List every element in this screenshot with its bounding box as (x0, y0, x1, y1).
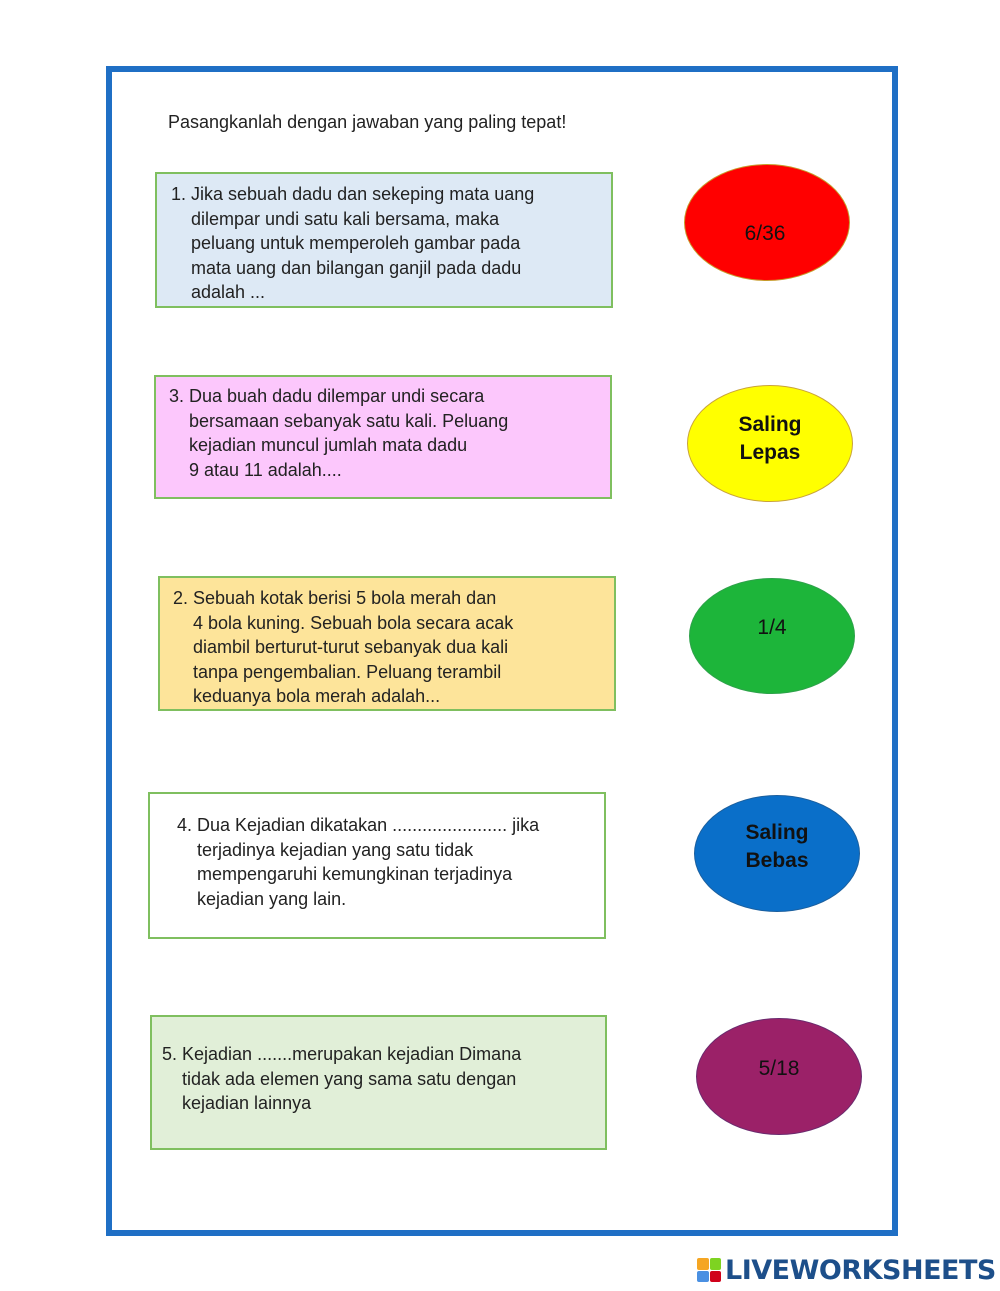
answer-6-36[interactable] (684, 164, 850, 281)
liveworksheets-logo[interactable] (697, 1254, 996, 1286)
answer-5-18[interactable] (696, 1018, 862, 1135)
question-line: diambil berturut-turut sebanyak dua kali (173, 637, 509, 657)
answer-label: Saling Lepas (738, 412, 802, 464)
answer-saling-lepas[interactable] (687, 385, 853, 502)
answer-1-4[interactable] (689, 578, 855, 694)
question-line: 9 atau 11 adalah.... (169, 459, 342, 480)
question-line: bersamaan sebanyak satu kali. Peluang (169, 410, 509, 431)
question-line: kejadian yang lain. (177, 888, 347, 909)
question-line: 5. Kejadian .......merupakan kejadian Dimana (162, 1044, 522, 1064)
question-line: 1. Jika sebuah dadu dan sekeping mata uang (171, 184, 535, 204)
question-line: dilempar undi satu kali bersama, maka (171, 208, 500, 229)
question-line: 2. Sebuah kotak berisi 5 bola merah dan (173, 588, 497, 608)
answer-label: 5/18 (758, 1056, 800, 1080)
question-box-5[interactable] (150, 1015, 607, 1150)
question-line: kejadian lainnya (162, 1093, 312, 1113)
question-line: keduanya bola merah adalah... (173, 686, 441, 706)
answer-label: Saling Bebas (745, 820, 809, 872)
question-line: adalah ... (171, 282, 266, 302)
question-line: terjadinya kejadian yang satu tidak (177, 839, 474, 860)
question-line: 3. Dua buah dadu dilempar undi secara (169, 386, 485, 406)
answer-label: 1/4 (757, 616, 787, 639)
instruction-text: Pasangkanlah dengan jawaban yang paling tepat! (168, 112, 567, 132)
answer-label: 6/36 (744, 221, 786, 245)
question-line: tidak ada elemen yang sama satu dengan (162, 1068, 517, 1089)
logo-text: LIVEWORKSHEETS (725, 1254, 996, 1286)
question-box-4[interactable] (148, 792, 606, 939)
question-line: 4. Dua Kejadian dikatakan ....................... jika (177, 815, 540, 835)
liveworksheets-logo-icon (697, 1258, 721, 1282)
question-line: mata uang dan bilangan ganjil pada dadu (171, 257, 522, 278)
question-line: mempengaruhi kemungkinan terjadinya (177, 864, 513, 884)
question-line: tanpa pengembalian. Peluang terambil (173, 661, 502, 682)
question-box-2[interactable] (158, 576, 616, 711)
question-line: kejadian muncul jumlah mata dadu (169, 435, 468, 455)
question-line: peluang untuk memperoleh gambar pada (171, 233, 521, 253)
question-line: 4 bola kuning. Sebuah bola secara acak (173, 612, 514, 633)
question-box-3[interactable] (154, 375, 612, 499)
answer-saling-bebas[interactable] (694, 795, 860, 912)
question-box-1[interactable] (155, 172, 613, 308)
